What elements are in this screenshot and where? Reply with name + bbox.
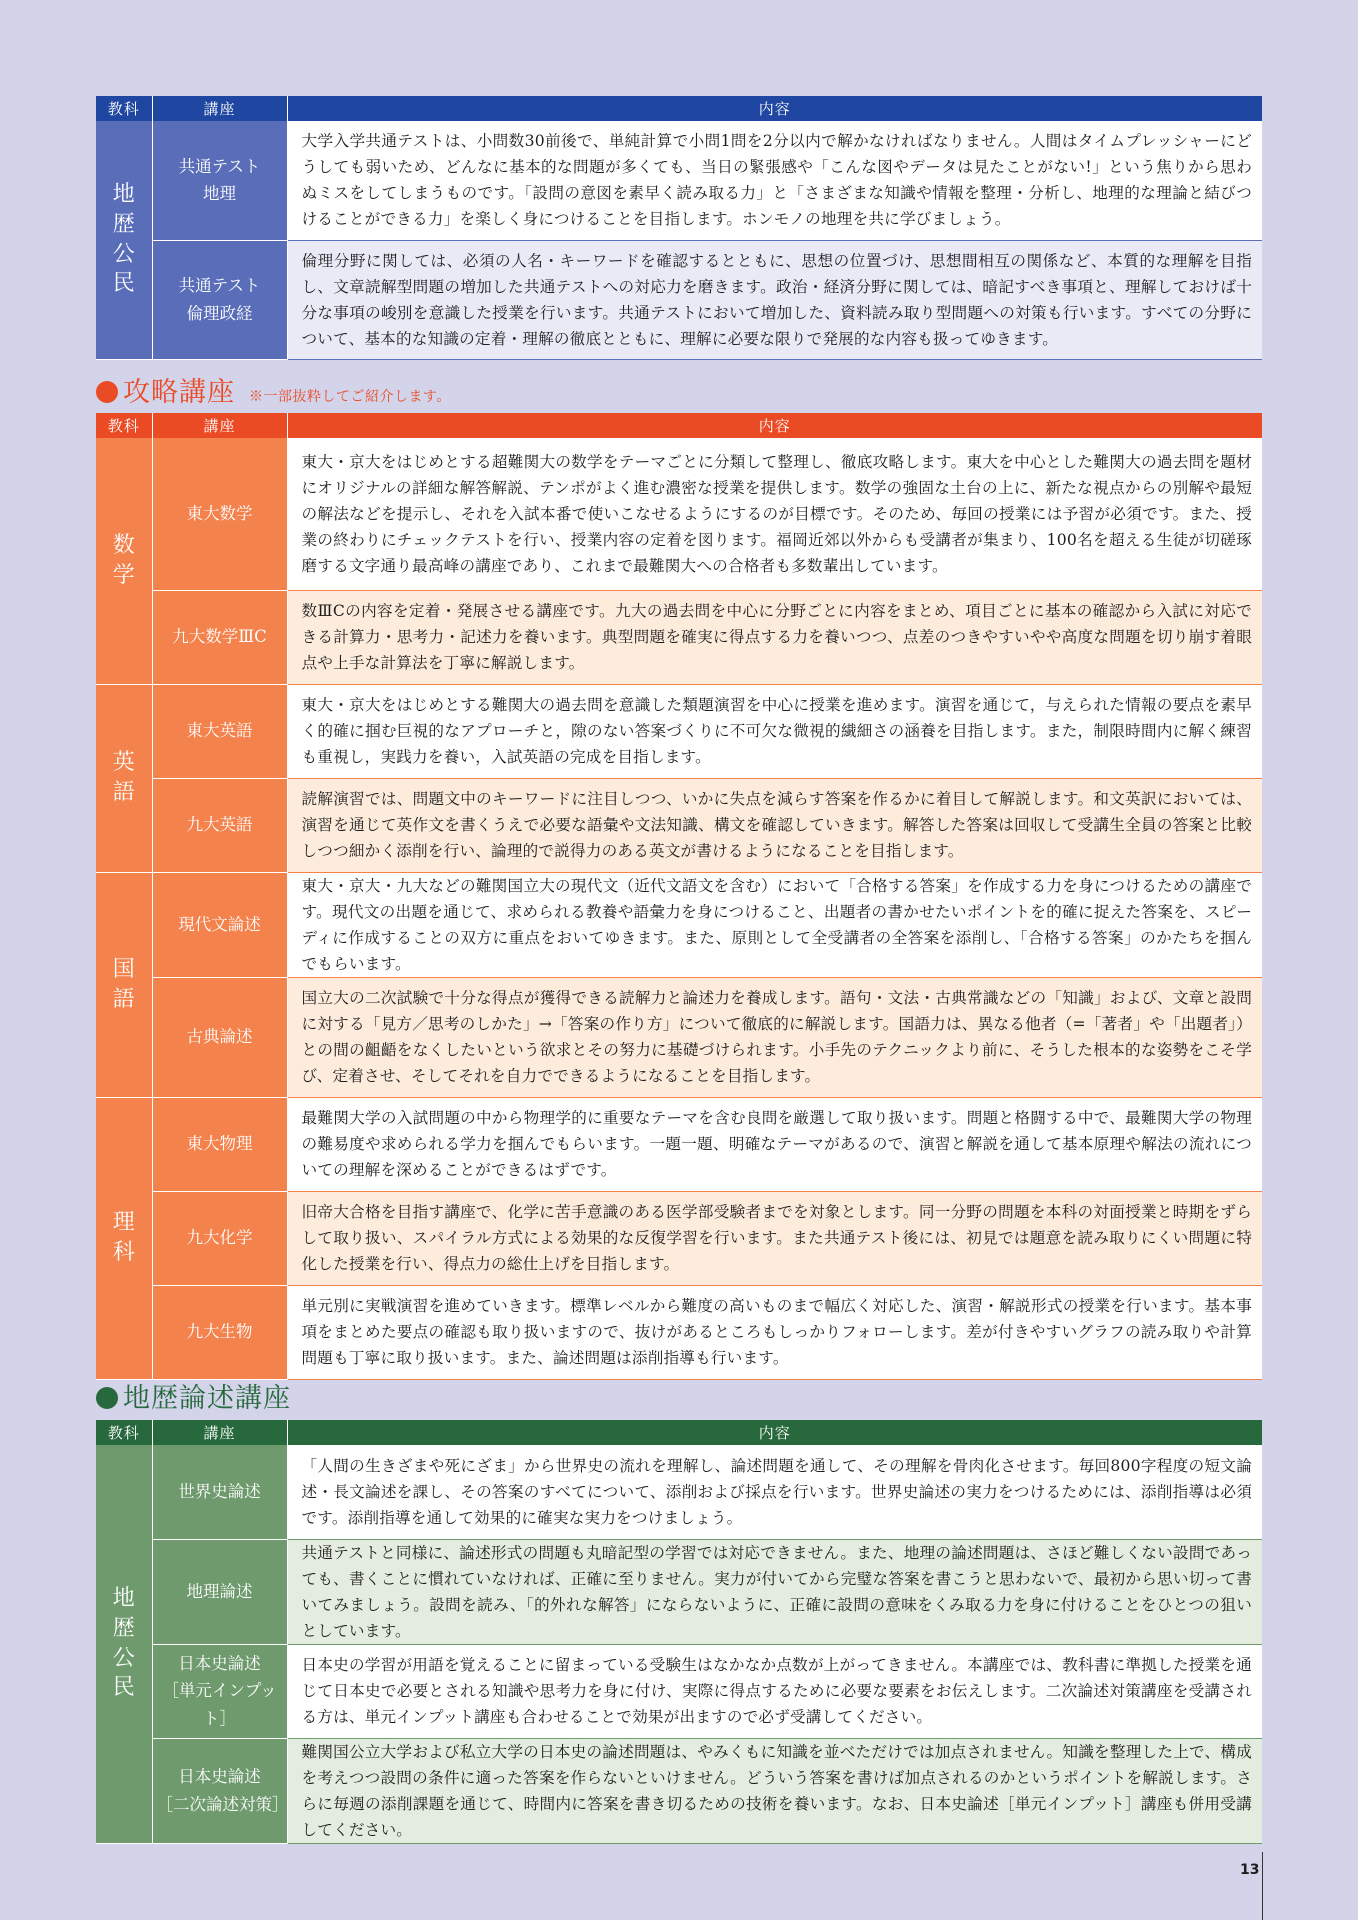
course-name: 九大英語 [152, 778, 287, 872]
table-row [96, 1097, 1262, 1191]
course-description: 「人間の生きざまや死にざま」から世界史の流れを理解し、論述問題を通して、その理解を骨肉化させます。毎回800字程度の短文論述・長文論述を課し、その答案のすべてについて、添削および採点を行います。世界史論述の実力をつけるためには、添削指導は必須です。添削指導を通して効果的に確実な実力をつけましょう。 [287, 1445, 1262, 1539]
bullet-dot-icon [96, 1387, 118, 1409]
course-description: 東大・京大をはじめとする難関大の過去問を意識した類題演習を中心に授業を進めます。演習を通じて，与えられた情報の要点を素早く的確に掴む巨視的なアプローチと，隙のない答案づくりに不可欠な微視的繊細さの涵養を目指します。また，制限時間内に解く練習も重視し，実践力を養い，入試英語の完成を目指します。 [287, 684, 1262, 778]
section-title-koryaku [96, 370, 451, 409]
table-header [96, 1420, 1262, 1445]
header-subject: 教科 [96, 413, 152, 438]
subject-cell [96, 872, 152, 1097]
course-description: 東大・京大をはじめとする超難関大の数学をテーマごとに分類して整理し、徹底攻略します。東大を中心とした難関大の過去問を題材にオリジナルの詳細な解答解説、テンポがよく進む濃密な授業を提供します。数学の強固な土台の上に、新たな視点からの別解や最短の解法などを提示し、それを入試本番で使いこなせるようにするのが目標です。そのため、毎回の授業には予習が必須です。また、授業の終わりにチェックテストを行い、授業内容の定着を図ります。福岡近郊以外からも受講者が集まり、100名を超える生徒が切磋琢磨する文字通り最高峰の講座であり、これまで最難関大への合格者も多数輩出しています。 [287, 438, 1262, 590]
header-content: 内容 [287, 413, 1262, 438]
section-title-text: 地歴論述講座 [123, 1383, 291, 1414]
header-course: 講座 [152, 413, 287, 438]
header-course: 講座 [152, 1420, 287, 1445]
course-description: 読解演習では、問題文中のキーワードに注目しつつ、いかに失点を減らす答案を作るかに着目して解説します。和文英訳においては、演習を通じて英作文を書くうえで必要な語彙や文法知識、構文を確認していきます。解答した答案は回収して受講生全員の答案と比較しつつ細かく添削を行い、論理的で説得力のある英文が書けるようになることを目指します。 [287, 778, 1262, 872]
course-name: 共通テスト 倫理政経 [152, 240, 287, 359]
table-row [96, 1738, 1262, 1843]
table-row [96, 438, 1262, 590]
course-description: 旧帝大合格を目指す講座で、化学に苦手意識のある医学部受験者までを対象とします。同一分野の問題を本科の対面授業と時期をずらして取り扱い、スパイラル方式による効果的な反復学習を行います。また共通テスト後には、初見では題意を読み取りにくい問題に特化した授業を行い、得点力の総仕上げを目指します。 [287, 1191, 1262, 1285]
course-name: 日本史論述 ［単元インプット］ [152, 1644, 287, 1738]
course-table-koryaku [96, 413, 1262, 1380]
table-row [96, 1445, 1262, 1539]
table-header [96, 413, 1262, 438]
header-content: 内容 [287, 1420, 1262, 1445]
course-name: 世界史論述 [152, 1445, 287, 1539]
course-name: 九大生物 [152, 1285, 287, 1379]
course-name: 現代文論述 [152, 872, 287, 977]
table-row [96, 684, 1262, 778]
course-description: 日本史の学習が用語を覚えることに留まっている受験生はなかなか点数が上がってきません。本講座では、教科書に準拠した授業を通じて日本史で必要とされる知識や思考力を身に付け、実際に得点するために必要な要素をお伝えします。二次論述対策講座を受講される方は、単元インプット講座も合わせることで効果が出ますので必ず受講してください。 [287, 1644, 1262, 1738]
course-name: 東大英語 [152, 684, 287, 778]
table-row [96, 121, 1262, 240]
course-table-chireki [96, 96, 1262, 360]
table-row [96, 1285, 1262, 1379]
header-subject: 教科 [96, 1420, 152, 1445]
subject-label: 英語 [112, 750, 135, 805]
section-title-ronjutsu [96, 1376, 291, 1415]
subject-label: 地歴公民 [112, 1586, 135, 1701]
course-description: 国立大の二次試験で十分な得点が獲得できる読解力と論述力を養成します。語句・文法・古典常識などの「知識」および、文章と設問に対する「見方／思考のしかた」→「答案の作り方」について徹底的に解説します。国語力は、異なる他者（=「著者」や「出題者」）との間の齟齬をなくしたいという欲求とその努力に基礎づけられます。小手先のテクニックより前に、そうした根本的な姿勢をこそ学び、定着させ、そしてそれを自力でできるようになることを目指します。 [287, 977, 1262, 1097]
subject-label: 理科 [112, 1210, 135, 1265]
section-note: ※一部抜粋してご紹介します。 [249, 389, 451, 405]
course-name: 共通テスト 地理 [152, 121, 287, 240]
subject-label: 数学 [112, 533, 135, 588]
course-description: 最難関大学の入試問題の中から物理学的に重要なテーマを含む良問を厳選して取り扱います。問題と格闘する中で、最難関大学の物理の難易度や求められる学力を掴んでもらいます。一題一題、明確なテーマがあるので、演習と解説を通して基本原理や解法の流れについての理解を深めることができるはずです。 [287, 1097, 1262, 1191]
course-name: 東大物理 [152, 1097, 287, 1191]
table-row [96, 590, 1262, 684]
table-row [96, 778, 1262, 872]
course-description: 倫理分野に関しては、必須の人名・キーワードを確認するとともに、思想の位置づけ、思想間相互の関係など、本質的な理解を目指し、文章読解型問題の増加した共通テストへの対応力を磨きます。政治・経済分野に関しては、暗記すべき事項と、理解しておけば十分な事項の峻別を意識した授業を行います。共通テストにおいて増加した、資料読み取り型問題への対策も行います。すべての分野について、基本的な知識の定着・理解の徹底とともに、理解に必要な限りで発展的な内容も扱ってゆきます。 [287, 240, 1262, 359]
course-description: 難関国公立大学および私立大学の日本史の論述問題は、やみくもに知識を並べただけでは加点されません。知識を整理した上で、構成を考えつつ設問の条件に適った答案を作らないといけません。どういう答案を書けば加点されるのかというポイントを解説します。さらに毎週の添削課題を通じて、時間内に答案を書き切るための技術を養います。なお、日本史論述［単元インプット］講座も併用受講してください。 [287, 1738, 1262, 1843]
table-header [96, 96, 1262, 121]
table-row [96, 872, 1262, 977]
subject-cell [96, 1097, 152, 1379]
header-subject: 教科 [96, 96, 152, 121]
course-description: 共通テストと同様に、論述形式の問題も丸暗記型の学習では対応できません。また、地理の論述問題は、さほど難しくない設問であっても、書くことに慣れていなければ、正確に至りません。実力が付いてから完璧な答案を書こうと思わないで、最初から思い切って書いてみましょう。設問を読み、「的外れな解答」にならないように、正確に設問の意味をくみ取る力を身に付けることをひとつの狙いとしています。 [287, 1539, 1262, 1644]
table-row [96, 1539, 1262, 1644]
course-description: 数ⅢCの内容を定着・発展させる講座です。九大の過去問を中心に分野ごとに内容をまとめ、項目ごとに基本の確認から入試に対応できる計算力・思考力・記述力を養います。典型問題を確実に得点する力を養いつつ、点差のつきやすいやや高度な問題を切り崩す着眼点や上手な計算法を丁寧に解説します。 [287, 590, 1262, 684]
course-name: 九大数学ⅢC [152, 590, 287, 684]
course-table-ronjutsu [96, 1420, 1262, 1844]
table-row [96, 240, 1262, 359]
subject-cell [96, 1445, 152, 1843]
course-description: 東大・京大・九大などの難関国立大の現代文（近代文語文を含む）において「合格する答案」を作成する力を身につけるための講座です。現代文の出題を通じて、求められる教養や語彙力を身につけること、出題者の書かせたいポイントを的確に捉えた答案を、スピーディに作成することの双方に重点をおいてゆきます。また、原則として全受講者の全答案を添削し、「合格する答案」のかたちを掴んでもらいます。 [287, 872, 1262, 977]
course-name: 九大化学 [152, 1191, 287, 1285]
page-number-rule [1262, 1852, 1263, 1920]
bullet-dot-icon [96, 381, 118, 403]
header-course: 講座 [152, 96, 287, 121]
subject-cell [96, 438, 152, 684]
table-row [96, 977, 1262, 1097]
course-description: 大学入学共通テストは、小問数30前後で、単純計算で小問1問を2分以内で解かなければなりません。人間はタイムプレッシャーにどうしても弱いため、どんなに基本的な問題が多くても、当日の緊張感や「こんな図やデータは見たことがない!」という焦りから思わぬミスをしてしまうものです。「設問の意図を素早く読み取る力」と「さまざまな知識や情報を整理・分析し、地理的な理論と結びつけることができる力」を楽しく身につけることを目指します。ホンモノの地理を共に学びましょう。 [287, 121, 1262, 240]
subject-label: 国語 [112, 956, 135, 1012]
course-name: 地理論述 [152, 1539, 287, 1644]
section-title-text: 攻略講座 [123, 377, 235, 408]
table-row [96, 1191, 1262, 1285]
page-number: 13 [1240, 1862, 1260, 1878]
subject-label: 地歴公民 [112, 182, 135, 297]
course-name: 古典論述 [152, 977, 287, 1097]
header-content: 内容 [287, 96, 1262, 121]
course-name: 日本史論述 ［二次論述対策］ [152, 1738, 287, 1843]
subject-cell [96, 684, 152, 872]
table-row [96, 1644, 1262, 1738]
course-name: 東大数学 [152, 438, 287, 590]
subject-cell [96, 121, 152, 359]
course-description: 単元別に実戦演習を進めていきます。標準レベルから難度の高いものまで幅広く対応した、演習・解説形式の授業を行います。基本事項をまとめた要点の確認も取り扱いますので、抜けがあるところもしっかりフォローします。差が付きやすいグラフの読み取りや計算問題も丁寧に取り扱います。また、論述問題は添削指導も行います。 [287, 1285, 1262, 1379]
